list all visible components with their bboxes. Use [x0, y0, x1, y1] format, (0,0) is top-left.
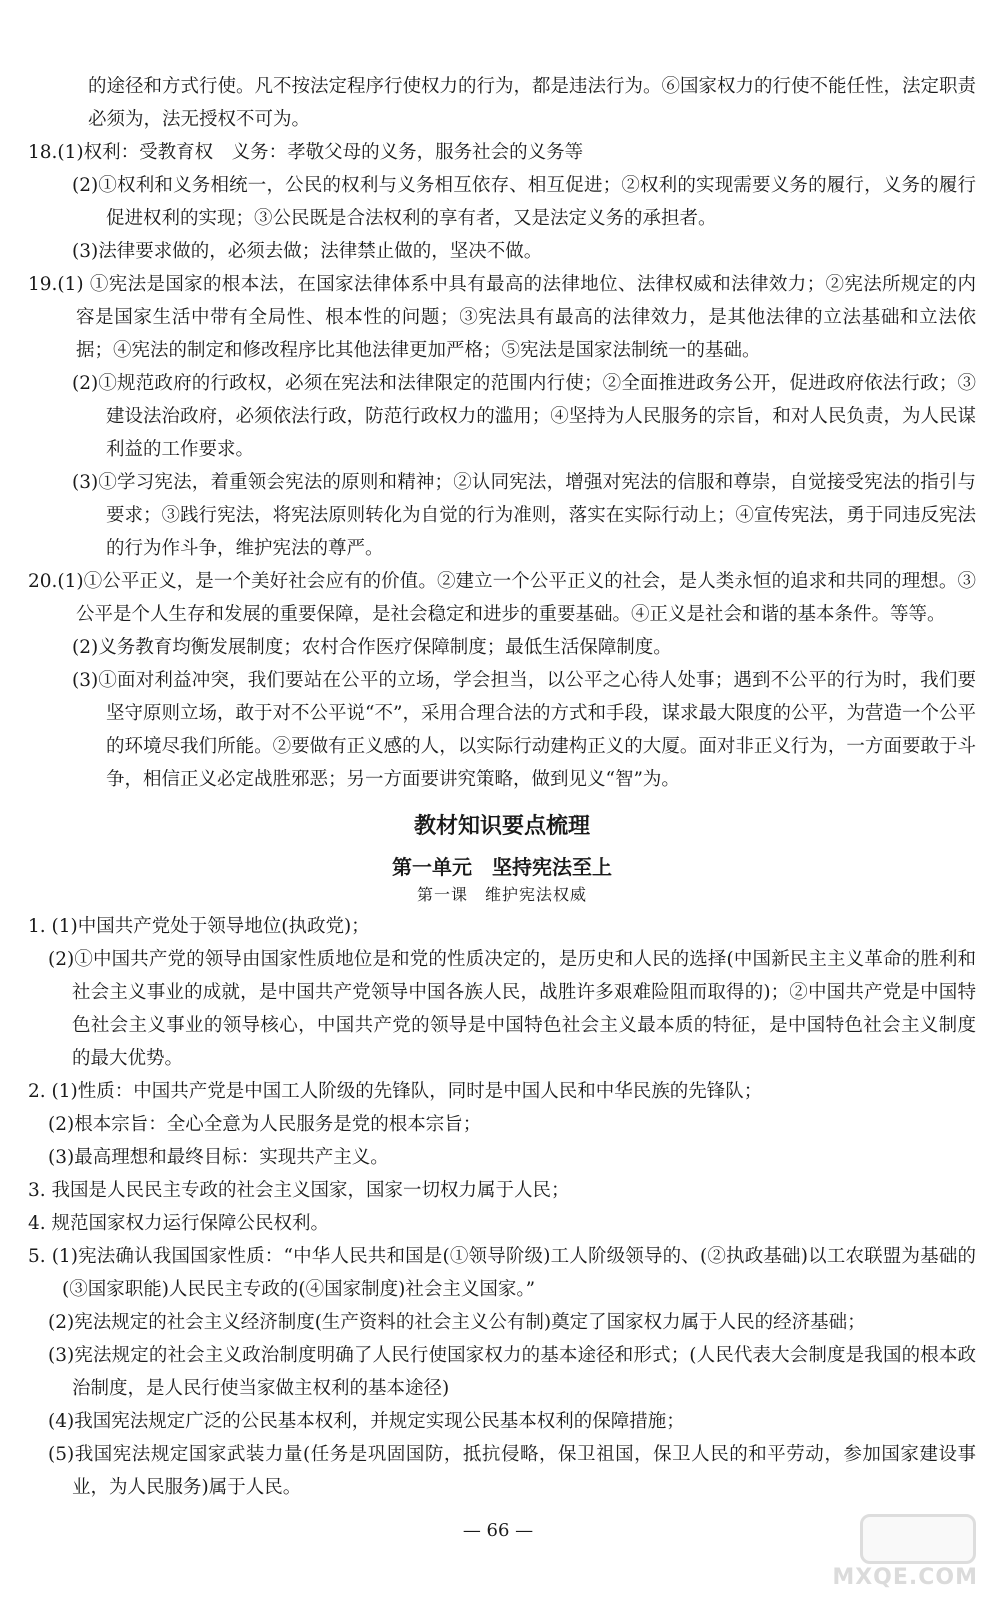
paragraph: 3. 我国是人民民主专政的社会主义国家，国家一切权力属于人民；: [28, 1180, 570, 1201]
page-number: — 66 —: [462, 1520, 534, 1541]
paragraph: (2)①中国共产党的领导由国家性质地位是和党的性质决定的，是历史和人民的选择(中国新民主主义革命的胜利和社会主义事业的成就，是中国共产党领导中国各族人民，战胜许多艰难险阻而取得的)；②中国共产党是中国特色社会主义事业的领导核心，中国共产党的领导是中国特色社会主义最本质的特征，是中国特色社会主义制度的最大优势。: [48, 949, 976, 1069]
paragraph: (3)宪法规定的社会主义政治制度明确了人民行使国家权力的基本途径和形式；(人民代表大会制度是我国的根本政治制度，是人民行使当家做主权利的基本途径): [48, 1345, 976, 1399]
paragraph: (4)我国宪法规定广泛的公民基本权利，并规定实现公民基本权利的保障措施；: [48, 1411, 685, 1432]
paragraph: (3)①面对利益冲突，我们要站在公平的立场，学会担当，以公平之心待人处事；遇到不公平的行为时，我们要坚守原则立场，敢于对不公平说“不”，采用合理合法的方式和手段，谋求最大限度的公平，为营造一个公平的环境尽我们所能。②要做有正义感的人，以实际行动建构正义的大厦。面对非正义行为，一方面要敢于斗争，相信正义必定战胜邪恶；另一方面要讲究策略，做到见义“智”为。: [72, 670, 976, 790]
paragraph: 2. (1)性质：中国共产党是中国工人阶级的先锋队，同时是中国人民和中华民族的先锋队；: [28, 1081, 763, 1102]
unit-title: 第一单元 坚持宪法至上: [392, 855, 612, 879]
paragraph: (3)最高理想和最终目标：实现共产主义。: [48, 1147, 389, 1168]
watermark: [832, 1514, 988, 1594]
paragraph: (2)宪法规定的社会主义经济制度(生产资料的社会主义公有制)奠定了国家权力属于人民的经济基础；: [48, 1312, 866, 1333]
content-area: [28, 70, 976, 1504]
paragraph: 20.(1)①公平正义，是一个美好社会应有的价值。②建立一个公平正义的社会，是人类永恒的追求和共同的理想。③公平是个人生存和发展的重要保障，是社会稳定和进步的重要基础。④正义是社会和谐的基本条件。等等。: [28, 571, 976, 625]
paragraph: 的途径和方式行使。凡不按法定程序行使权力的行为，都是违法行为。⑥国家权力的行使不能任性，法定职责必须为，法无授权不可为。: [88, 76, 977, 130]
paragraph: 18.(1)权利：受教育权 义务：孝敬父母的义务，服务社会的义务等: [28, 142, 584, 163]
paragraph: (3)①学习宪法，着重领会宪法的原则和精神；②认同宪法，增强对宪法的信服和尊崇，自觉接受宪法的指引与要求；③践行宪法，将宪法原则转化为自觉的行为准则，落实在实际行动上；④宣传宪法，勇于同违反宪法的行为作斗争，维护宪法的尊严。: [72, 472, 976, 559]
watermark-logo-icon: [860, 1514, 976, 1564]
paragraph: (5)我国宪法规定国家武装力量(任务是巩固国防，抵抗侵略，保卫祖国，保卫人民的和平劳动，参加国家建设事业，为人民服务)属于人民。: [48, 1444, 976, 1498]
paragraph: (2)根本宗旨：全心全意为人民服务是党的根本宗旨；: [48, 1114, 482, 1135]
section-title: 教材知识要点梳理: [413, 814, 590, 839]
paragraph: (2)①权利和义务相统一，公民的权利与义务相互依存、相互促进；②权利的实现需要义务的履行，义务的履行促进权利的实现；③公民既是合法权利的享有者，又是法定义务的承担者。: [72, 175, 976, 229]
paragraph: 19.(1) ①宪法是国家的根本法，在国家法律体系中具有最高的法律地位、法律权威和法律效力；②宪法所规定的内容是国家生活中带有全局性、根本性的问题；③宪法具有最高的法律效力，是其他法律的立法基础和立法依据；④宪法的制定和修改程序比其他法律更加严格；⑤宪法是国家法制统一的基础。: [28, 274, 976, 361]
paragraph: (2)义务教育均衡发展制度；农村合作医疗保障制度；最低生活保障制度。: [72, 637, 672, 658]
watermark-text: MXQE.COM: [832, 1565, 978, 1590]
paragraph: 1. (1)中国共产党处于领导地位(执政党)；: [28, 916, 370, 937]
paragraph: (3)法律要求做的，必须去做；法律禁止做的，坚决不做。: [72, 241, 543, 262]
paragraph: (2)①规范政府的行政权，必须在宪法和法律限定的范围内行使；②全面推进政务公开，促进政府依法行政；③建设法治政府，必须依法行政，防范行政权力的滥用；④坚持为人民服务的宗旨，和对人民负责，为人民谋利益的工作要求。: [72, 373, 976, 460]
paragraph: 5. (1)宪法确认我国国家性质：“中华人民共和国是(①领导阶级)工人阶级领导的、(②执政基础)以工农联盟为基础的(③国家职能)人民民主专政的(④国家制度)社会主义国家。”: [28, 1246, 976, 1300]
paragraph: 4. 规范国家权力运行保障公民权利。: [28, 1213, 330, 1234]
lesson-title: 第一课 维护宪法权威: [416, 885, 587, 904]
knowledge-points-section: [28, 910, 976, 1504]
answer-section: [28, 70, 976, 796]
